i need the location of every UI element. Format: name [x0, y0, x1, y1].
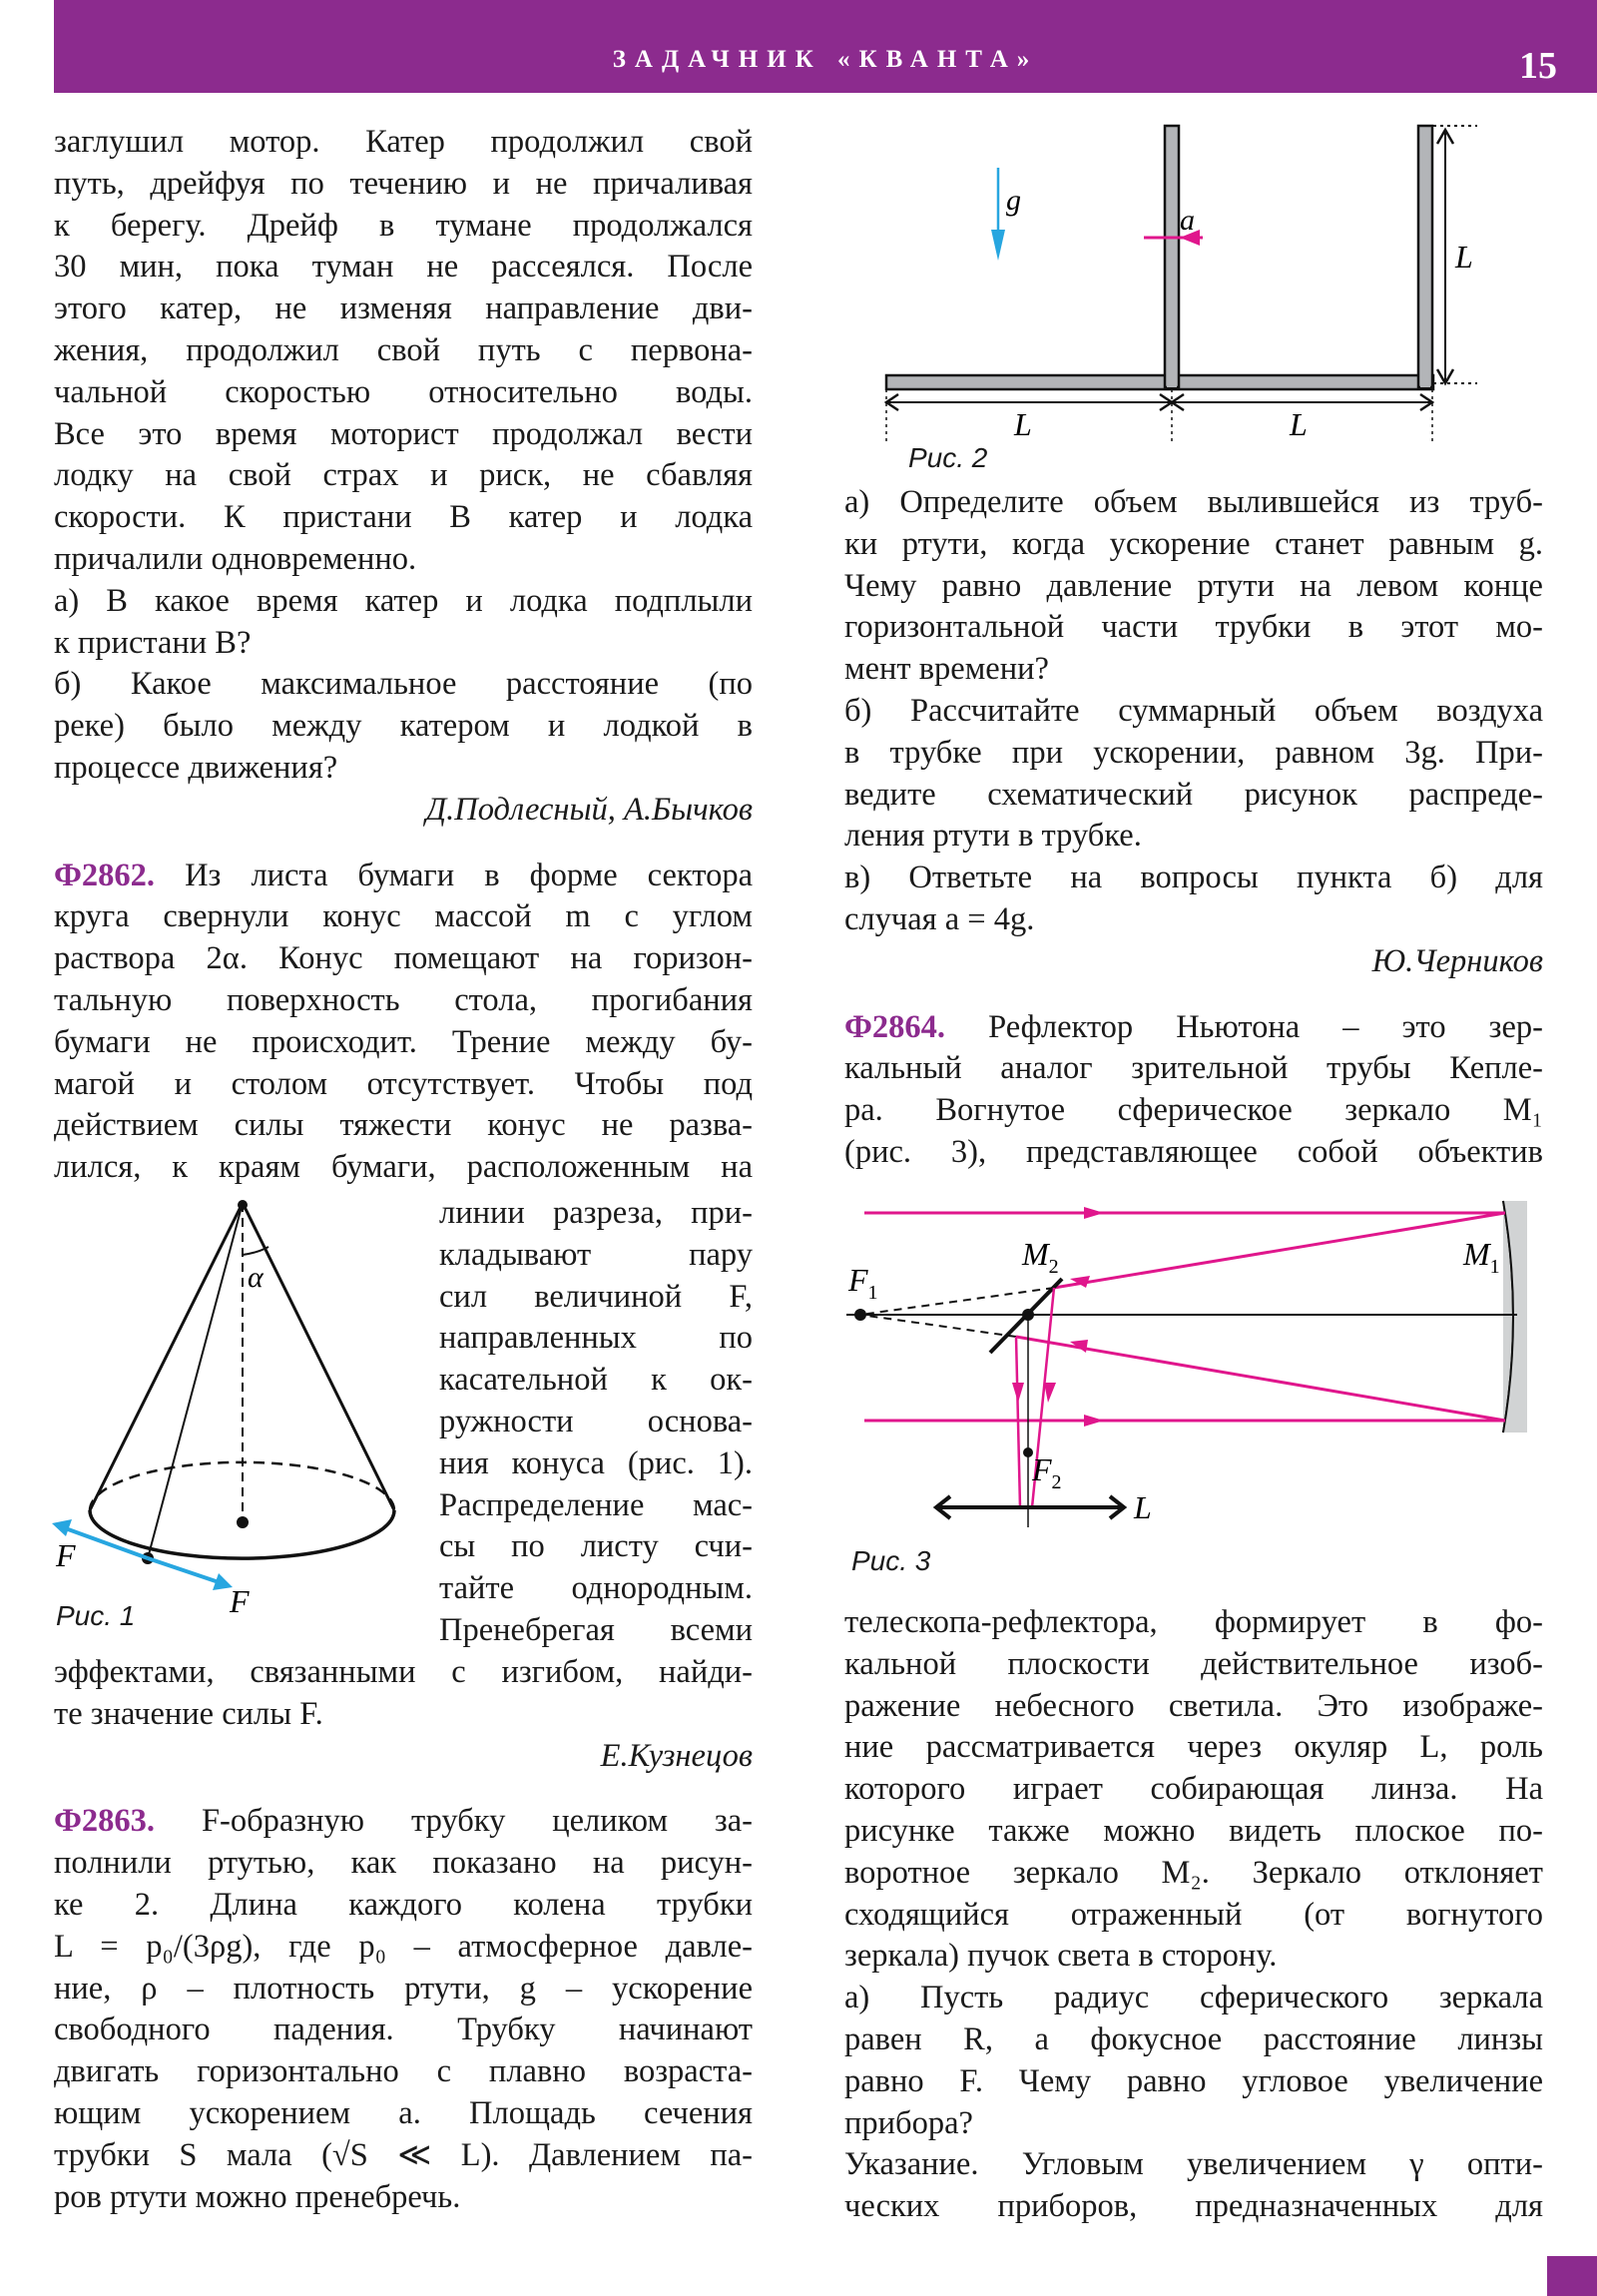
page-corner-marker	[1547, 2256, 1597, 2296]
problem-f2863-questions	[844, 482, 1543, 983]
question-a: а) Пусть радиус сферического зеркала	[844, 1980, 1543, 2016]
left-column-continuation	[54, 1652, 753, 2218]
text-line: Рефлектор Ньютона – это зер-	[945, 1008, 1543, 1045]
text-line: круга свернули конус массой m с углом	[54, 898, 753, 935]
text-line: те значение силы F.	[54, 1695, 323, 1732]
length-label: L	[1014, 406, 1032, 442]
problem-number: Ф2864.	[844, 1008, 946, 1045]
text-line: ружности основа-	[439, 1403, 753, 1439]
text-line: ведите схематический рисунок распреде-	[844, 776, 1543, 813]
text-line: ражение небесного светила. Это изображе-	[844, 1687, 1543, 1724]
page-number: 15	[1519, 45, 1557, 87]
text-line: процессе движения?	[54, 749, 338, 786]
text-line: направленных по	[439, 1320, 753, 1357]
text-line: ра. Вогнутое сферическое зеркало M₁	[844, 1092, 1543, 1129]
text-line: которого играет собирающая линза. На	[844, 1771, 1543, 1808]
text-line: лился, к краям бумаги, расположенным на	[54, 1149, 753, 1186]
text-line: лодку на свой страх и риск, не сбавляя	[54, 457, 753, 494]
text-line: мент времени?	[844, 651, 1049, 688]
text-line: к пристани B?	[54, 624, 252, 661]
text-line: эффектами, связанными с изгибом, найди-	[54, 1654, 753, 1690]
focus-f1-label: $F_1$	[848, 1262, 878, 1304]
figure-2-tube	[878, 118, 1477, 447]
text-line: Из листа бумаги в форме сектора	[155, 857, 753, 893]
text-line: рисунке также можно видеть плоское по-	[844, 1812, 1543, 1849]
problem-number: Ф2863.	[54, 1803, 156, 1840]
running-header	[54, 0, 1597, 93]
text-line: сил величиной F,	[439, 1278, 753, 1315]
text-line: скорости. К пристани B катер и лодка	[54, 499, 753, 536]
mirror-m1-label: $M_1$	[1463, 1236, 1500, 1278]
figure-3-newton-reflector	[844, 1193, 1543, 1562]
right-column	[844, 482, 1543, 1174]
text-line: зеркала) пучок света в сторону.	[844, 1938, 1278, 1975]
text-line: путь, дрейфуя по течению и не причаливая	[54, 165, 753, 202]
figure-caption: Рис. 3	[851, 1545, 931, 1576]
text-line: Распределение мас-	[439, 1486, 753, 1523]
text-line: равно F. Чему равно угловое увеличение	[844, 2062, 1543, 2099]
figure-1-cone	[50, 1193, 439, 1632]
question-b: б) Рассчитайте суммарный объем воздуха	[844, 692, 1543, 729]
problem-f2862-wrapped-text	[439, 1193, 753, 1652]
text-line: F-образную трубку целиком за-	[155, 1803, 753, 1840]
text-line: к берегу. Дрейф в тумане продолжался	[54, 207, 753, 244]
text-line: магой и столом отсутствует. Чтобы под	[54, 1065, 753, 1102]
text-line: тайте однородным.	[439, 1570, 753, 1607]
text-line: ке 2. Длина каждого колена трубки	[54, 1886, 753, 1923]
question-b: б) Какое максимальное расстояние (по	[54, 666, 753, 703]
problem-number: Ф2862.	[54, 857, 156, 893]
text-line: (рис. 3), представляющее собой объектив	[844, 1133, 1543, 1170]
text-line: причалили одновременно.	[54, 540, 417, 577]
text-line: Все это время моторист продолжал вести	[54, 415, 753, 452]
problem-f2863	[54, 1801, 753, 2218]
text-line: Чему равно давление ртути на левом конце	[844, 567, 1543, 604]
text-line: тальную поверхность стола, прогибания	[54, 981, 753, 1018]
text-line: касательной к ок-	[439, 1362, 753, 1399]
question-a: а) Определите объем вылившейся из труб-	[844, 484, 1543, 520]
problem-f2864	[844, 1007, 1543, 1174]
figure-caption: Рис. 1	[56, 1600, 136, 1631]
text-line: горизонтальной части трубки в этот мо-	[844, 609, 1543, 646]
journal-section-title: ЗАДАЧНИК «КВАНТА»	[612, 46, 1039, 73]
text-line: ческих приборов, предназначенных для	[844, 2188, 1543, 2225]
text-line: случая a = 4g.	[844, 900, 1035, 937]
hint-line: Указание. Угловым увеличением γ опти-	[844, 2146, 1543, 2183]
text-line: сходящийся отраженный (от вогнутого	[844, 1896, 1543, 1933]
text-line: ющим ускорением a. Площадь сечения	[54, 2094, 753, 2131]
text-line: воротное зеркало M₂. Зеркало отклоняет	[844, 1854, 1543, 1891]
left-column	[54, 122, 753, 1189]
problem-f2862	[54, 856, 753, 1189]
text-line: ления ртути в трубке.	[844, 818, 1142, 855]
length-label: L	[1455, 239, 1473, 275]
text-line: ров ртути можно пренебречь.	[54, 2178, 461, 2215]
problem-author: Д.Подлесный, А.Бычков	[425, 791, 753, 828]
focus-f2-label: $F_2$	[1032, 1451, 1062, 1493]
text-line: бумаги не происходит. Трение между бу-	[54, 1023, 753, 1060]
text-line: кальный аналог зрительной трубы Кепле-	[844, 1050, 1543, 1087]
text-line: кальной плоскости действительное изоб-	[844, 1645, 1543, 1682]
text-line: заглушил мотор. Катер продолжил свой	[54, 124, 753, 160]
text-line: трубки S мала (√S ≪ L). Давлением па-	[54, 2136, 753, 2173]
text-line: полнили ртутью, как показано на рисун-	[54, 1845, 753, 1882]
text-line: кладывают пару	[439, 1236, 753, 1273]
figure-caption: Рис. 2	[908, 442, 988, 473]
problem-author: Е.Кузнецов	[600, 1737, 753, 1774]
text-line: в трубке при ускорении, равном 3g. При-	[844, 734, 1543, 771]
text-line: равен R, а фокусное расстояние линзы	[844, 2020, 1543, 2057]
text-line: телескопа-рефлектора, формирует в фо-	[844, 1604, 1543, 1640]
text-line: двигать горизонтально с плавно возраста-	[54, 2053, 753, 2090]
text-line: жения, продолжил свой путь с первона-	[54, 331, 753, 368]
text-line: сы по листу счи-	[439, 1528, 753, 1565]
force-label: F	[230, 1583, 250, 1619]
question-a: а) В какое время катер и лодка подплыли	[54, 582, 753, 619]
length-label: L	[1290, 406, 1308, 442]
text-line: ния конуса (рис. 1).	[439, 1444, 753, 1481]
eyepiece-lens-label: L	[1134, 1489, 1152, 1525]
question-c: в) Ответьте на вопросы пункта б) для	[844, 860, 1543, 896]
text-line: чальной скоростью относительно воды.	[54, 373, 753, 410]
alpha-label: α	[248, 1261, 264, 1294]
text-line: 30 мин, пока туман не рассеялся. После	[54, 249, 753, 286]
text-line: раствора 2α. Конус помещают на горизон-	[54, 940, 753, 977]
text-line: Пренебрегая всеми	[439, 1611, 753, 1648]
text-line: ние, ρ – плотность ртути, g – ускорение	[54, 1970, 753, 2007]
gravity-label: g	[1006, 184, 1021, 217]
text-line: ки ртути, когда ускорение станет равным g.	[844, 525, 1543, 562]
problem-author: Ю.Черников	[1371, 942, 1543, 979]
force-label: F	[56, 1537, 76, 1573]
text-line: свободного падения. Трубку начинают	[54, 2011, 753, 2048]
previous-problem-continuation	[54, 122, 753, 832]
text-line: действием силы тяжести конус не разва-	[54, 1107, 753, 1144]
right-column-continuation	[844, 1602, 1543, 2228]
text-line: этого катер, не изменяя направление дви-	[54, 290, 753, 327]
text-line: прибора?	[844, 2104, 973, 2141]
text-line: реке) было между катером и лодкой в	[54, 708, 753, 745]
acceleration-label: a	[1180, 204, 1195, 237]
mirror-m2-label: $M_2$	[1022, 1236, 1059, 1278]
text-line: ние рассматривается через окуляр L, роль	[844, 1729, 1543, 1766]
text-line: линии разреза, при-	[439, 1195, 753, 1231]
formula-line: L = p₀/(3ρg), где p₀ – атмосферное давле-	[54, 1928, 753, 1965]
